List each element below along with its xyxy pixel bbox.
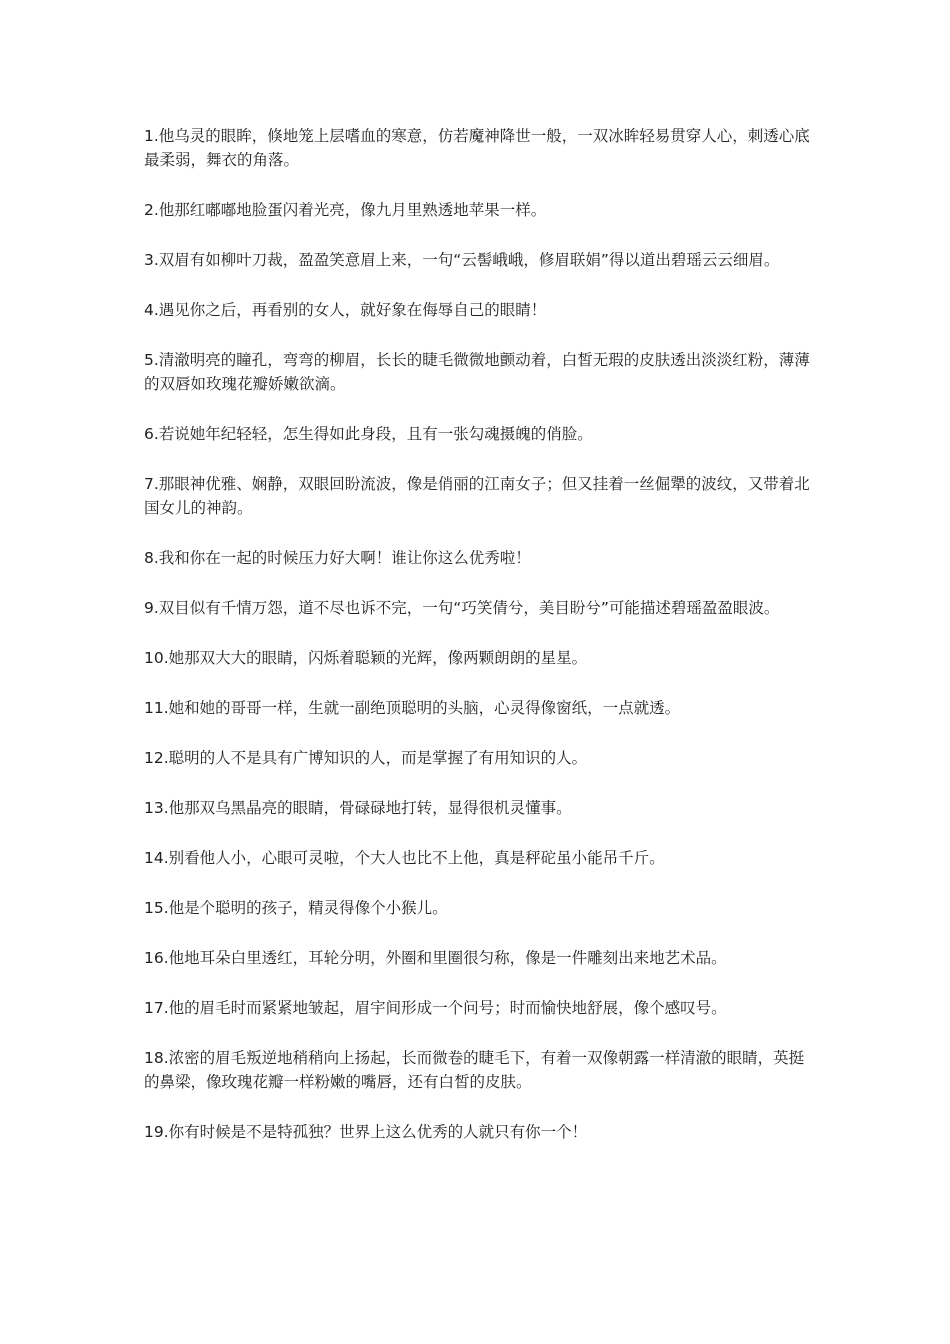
paragraph: 8.我和你在一起的时候压力好大啊！谁让你这么优秀啦！ — [144, 549, 531, 567]
paragraph: 12.聪明的人不是具有广博知识的人，而是掌握了有用知识的人。 — [144, 749, 588, 767]
paragraph: 9.双目似有千情万怨，道不尽也诉不完，一句“巧笑倩兮，美目盼兮”可能描述碧瑶盈盈眼波。 — [144, 599, 780, 617]
paragraph: 4.遇见你之后，再看别的女人，就好象在侮辱自己的眼睛！ — [144, 301, 547, 319]
paragraph: 18.浓密的眉毛叛逆地稍稍向上扬起，长而微卷的睫毛下，有着一双像朝露一样清澈的眼睛，英挺的鼻梁，像玫瑰花瓣一样粉嫩的嘴唇，还有白皙的皮肤。 — [144, 1049, 805, 1091]
paragraph: 15.他是个聪明的孩子，精灵得像个小猴儿。 — [144, 899, 448, 917]
paragraph: 3.双眉有如柳叶刀裁，盈盈笑意眉上来，一句“云髻峨峨，修眉联娟”得以道出碧瑶云云细眉。 — [144, 251, 780, 269]
paragraph: 17.他的眉毛时而紧紧地皱起，眉宇间形成一个问号；时而愉快地舒展，像个感叹号。 — [144, 999, 727, 1017]
paragraph: 19.你有时候是不是特孤独？世界上这么优秀的人就只有你一个！ — [144, 1123, 588, 1141]
paragraph: 2.他那红嘟嘟地脸蛋闪着光亮，像九月里熟透地苹果一样。 — [144, 201, 547, 219]
paragraph: 16.他地耳朵白里透红，耳轮分明，外圈和里圈很匀称，像是一件雕刻出来地艺术品。 — [144, 949, 727, 967]
paragraph: 14.别看他人小，心眼可灵啦，个大人也比不上他，真是秤砣虽小能吊千斤。 — [144, 849, 665, 867]
paragraph: 7.那眼神优雅、娴静，双眼回盼流波，像是俏丽的江南女子；但又挂着一丝倔犟的波纹，又带着北国女儿的神韵。 — [144, 475, 810, 517]
paragraph: 1.他乌灵的眼眸，倏地笼上层嗜血的寒意，仿若魔神降世一般，一双冰眸轻易贯穿人心，刺透心底最柔弱，舞衣的角落。 — [144, 127, 810, 169]
document-body — [144, 124, 814, 1170]
paragraph: 5.清澈明亮的瞳孔，弯弯的柳眉，长长的睫毛微微地颤动着，白皙无瑕的皮肤透出淡淡红粉，薄薄的双唇如玫瑰花瓣娇嫩欲滴。 — [144, 351, 810, 393]
paragraph: 13.他那双乌黑晶亮的眼睛，骨碌碌地打转，显得很机灵懂事。 — [144, 799, 572, 817]
paragraph: 11.她和她的哥哥一样，生就一副绝顶聪明的头脑，心灵得像窗纸，一点就透。 — [144, 699, 681, 717]
paragraph: 10.她那双大大的眼睛，闪烁着聪颖的光辉，像两颗朗朗的星星。 — [144, 649, 588, 667]
paragraph: 6.若说她年纪轻轻，怎生得如此身段，且有一张勾魂摄魄的俏脸。 — [144, 425, 593, 443]
